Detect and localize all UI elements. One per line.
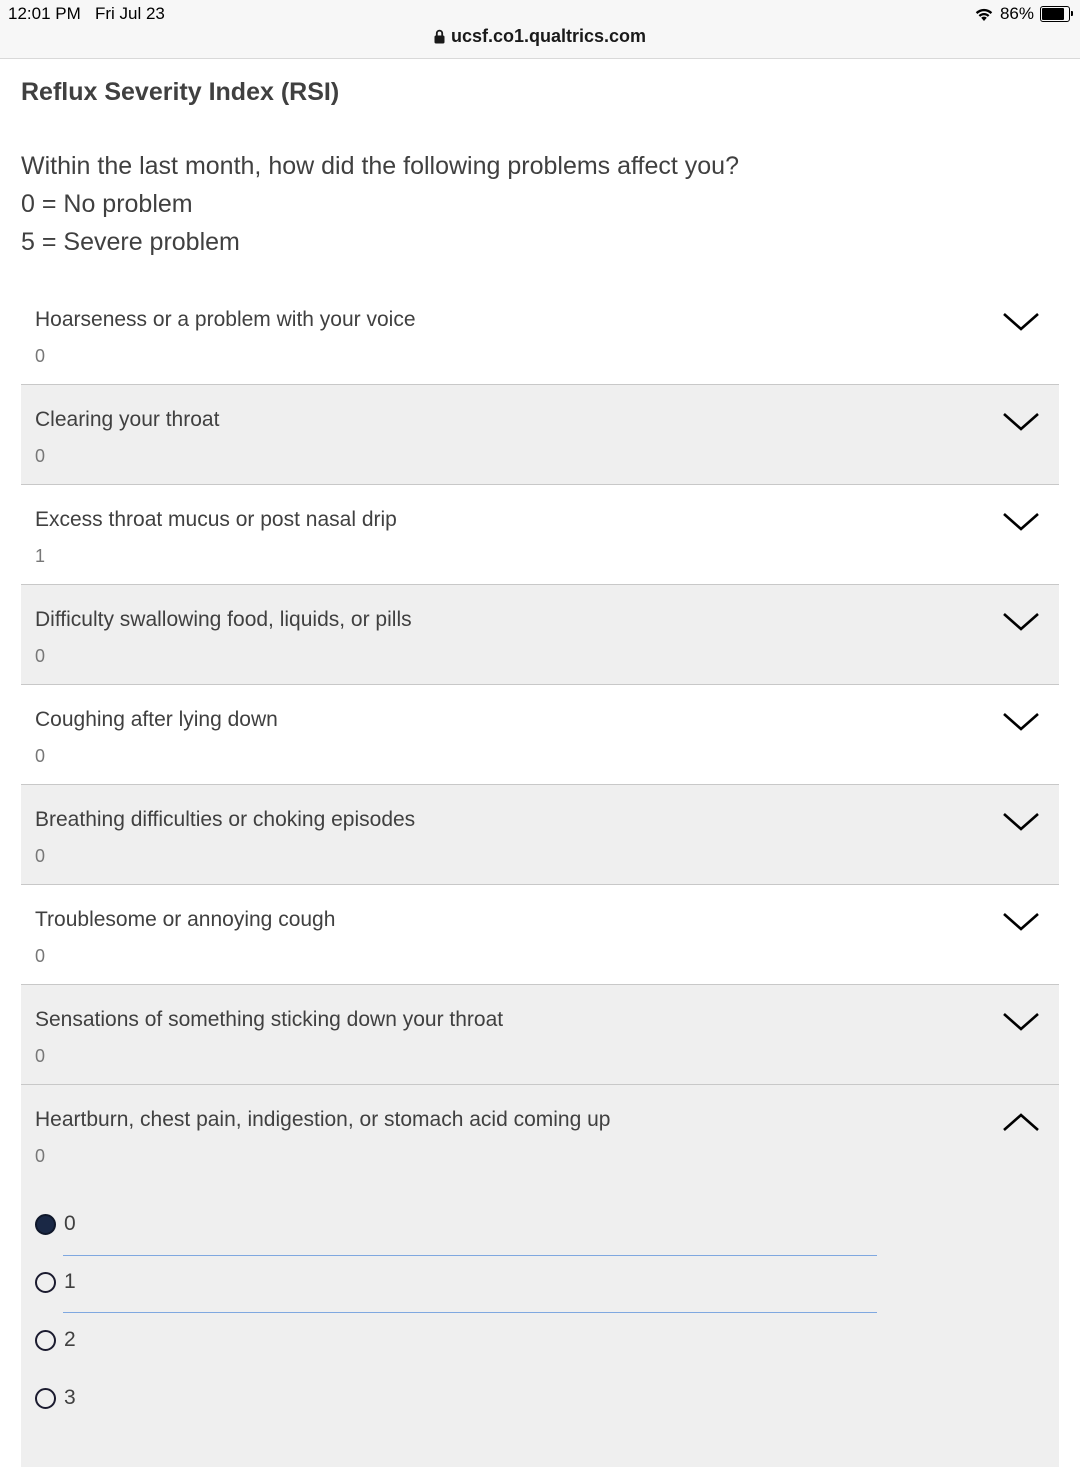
radio-selected[interactable] [35,1214,56,1235]
row-selected-value: 0 [35,346,46,366]
option-label: 1 [64,1270,76,1293]
battery-icon [1040,6,1070,22]
survey-content [21,58,1059,1467]
status-time: 12:01 PM Fri Jul 23 [8,4,165,23]
matrix-rows [21,285,1059,1467]
row-selected-value: 1 [35,546,46,566]
status-bar [0,0,1080,59]
answer-option[interactable] [35,1195,1059,1253]
answer-option[interactable] [35,1253,1059,1311]
scale-low-label: 0 = No problem [21,190,193,218]
chevron-down-icon[interactable] [1001,909,1041,935]
survey-title: Reflux Severity Index (RSI) [21,78,340,106]
row-label: Clearing your throat [35,408,220,431]
wifi-icon [974,7,994,22]
row-label: Sensations of something sticking down your throat [35,1008,504,1031]
answer-options [21,1185,1059,1467]
chevron-down-icon[interactable] [1001,709,1041,735]
row-selected-value: 0 [35,946,46,966]
radio-button[interactable] [35,1388,56,1409]
chevron-down-icon[interactable] [1001,409,1041,435]
status-indicators [974,4,1070,24]
chevron-down-icon[interactable] [1001,509,1041,535]
question-prompt: Within the last month, how did the following problems affect you? [21,152,739,180]
row-label: Difficulty swallowing food, liquids, or pills [35,608,412,631]
expanded-row-header[interactable] [21,1085,1059,1185]
row-label: Coughing after lying down [35,708,278,731]
url-text: ucsf.co1.qualtrics.com [450,26,647,46]
matrix-row[interactable] [21,885,1059,985]
chevron-down-icon[interactable] [1001,809,1041,835]
row-label: Excess throat mucus or post nasal drip [35,508,397,531]
row-selected-value: 0 [35,646,46,666]
matrix-row[interactable] [21,685,1059,785]
row-label: Troublesome or annoying cough [35,908,336,931]
matrix-row[interactable] [21,785,1059,885]
matrix-row[interactable] [21,285,1059,385]
row-selected-value: 0 [35,1046,46,1066]
chevron-down-icon[interactable] [1001,609,1041,635]
matrix-row[interactable] [21,585,1059,685]
matrix-row[interactable] [21,985,1059,1085]
answer-option[interactable] [35,1369,1059,1427]
radio-button[interactable] [35,1272,56,1293]
lock-icon [434,29,445,44]
scale-high-label: 5 = Severe problem [21,228,240,256]
answer-option[interactable] [35,1311,1059,1369]
matrix-row-expanded[interactable] [21,1085,1059,1467]
chevron-up-icon[interactable] [1001,1109,1041,1135]
row-label: Heartburn, chest pain, indigestion, or stomach acid coming up [35,1108,611,1131]
url-bar[interactable] [0,26,1080,47]
row-selected-value: 0 [35,846,46,866]
question-text [21,147,1059,261]
row-selected-value: 0 [35,746,46,766]
radio-button[interactable] [35,1330,56,1351]
matrix-row[interactable] [21,385,1059,485]
option-label: 2 [64,1328,76,1351]
chevron-down-icon[interactable] [1001,1009,1041,1035]
option-label: 0 [64,1212,76,1235]
battery-percent: 86% [999,4,1034,23]
row-selected-value: 0 [35,446,46,466]
option-label: 3 [64,1386,76,1409]
row-label: Breathing difficulties or choking episodes [35,808,416,831]
row-label: Hoarseness or a problem with your voice [35,308,416,331]
chevron-down-icon[interactable] [1001,309,1041,335]
matrix-row[interactable] [21,485,1059,585]
row-selected-value: 0 [35,1146,46,1166]
